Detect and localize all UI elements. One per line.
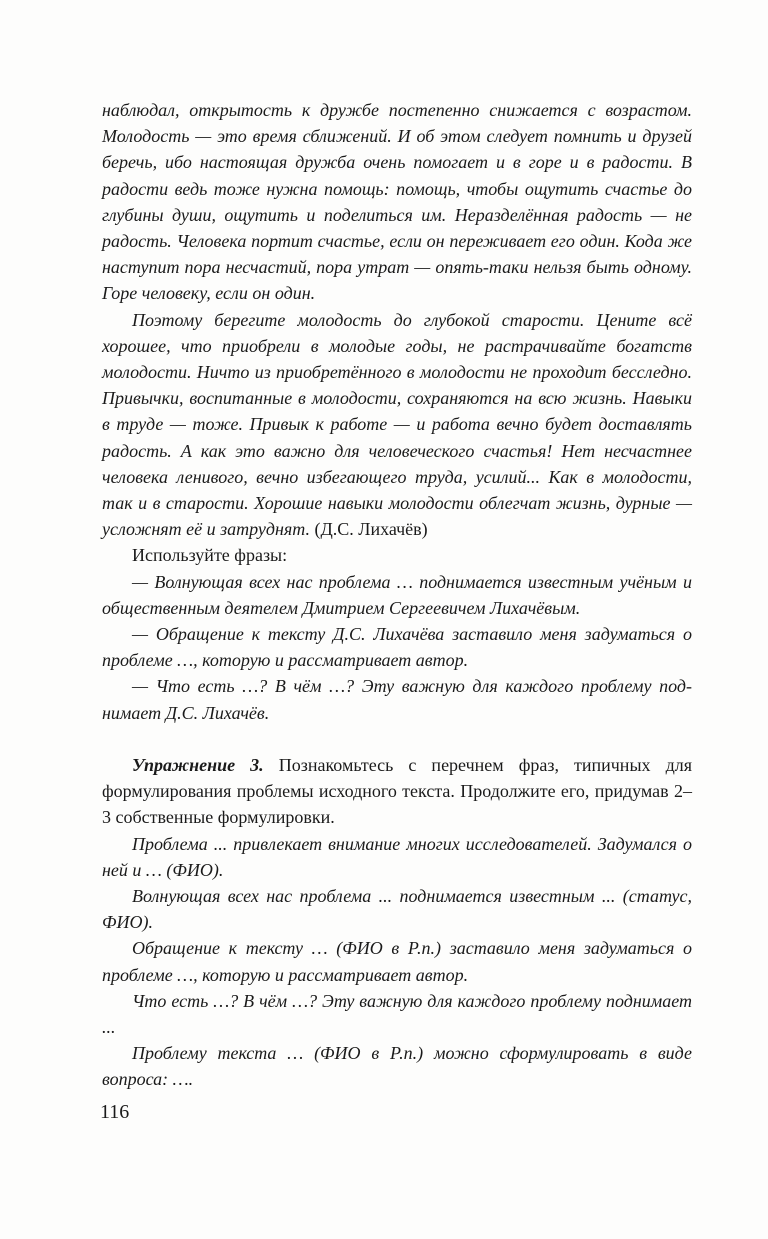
phrase-item-1: — Волнующая всех нас проблема … поднимается известным учёным и общественным деятелем Дмитрием Сергеевичем Лихачёвым. xyxy=(102,571,692,618)
exercise-item-4: Что есть …? В чём …? Эту важную для каждого проблему поднимает ... xyxy=(102,990,692,1038)
phrases-intro: Используйте фразы: xyxy=(132,545,288,566)
page-number: 116 xyxy=(100,1101,130,1123)
quote-attribution: (Д.С. Лихачёв) xyxy=(314,519,428,540)
exercise-item-5: Проблему текста … (ФИО в Р.п.) можно сформулировать в виде вопроса: …. xyxy=(102,1043,692,1090)
quote-paragraph-2 xyxy=(102,307,692,543)
exercise-item-1: Проблема ... привлекает внимание многих исследователей. Задумался о ней и … (ФИО). xyxy=(102,833,692,880)
exercise-item-3: Обращение к тексту … (ФИО в Р.п.) заставило меня задуматься о проблеме …, которую и рассматривает автор. xyxy=(102,938,692,985)
exercise-heading-paragraph xyxy=(102,752,692,831)
quote-paragraph-1: наблюдал, открытость к дружбе постепенно снижается с возрастом. Молодость — это время сближений. И об этом следует помнить и друзей беречь, ибо настоящая дружба очень помогает и в горе и в радости. В радости ведь тоже нужна помощь: помощь, чтобы ощутить счастье до глубины души, ощутить и поделиться им. Неразделённая радость — не радость. Человека портит счастье, если он переживает его один. Кода же наступит пора несчастий, пора утрат — опять-таки нельзя быть одному. Горе человеку, если он один. xyxy=(102,100,692,304)
exercise-instructions: Познакомьтесь с перечнем фраз, типичных для формулирования проблемы исходного текста. Продолжите его, придумав 2–3 собственные формулировки. xyxy=(102,755,692,828)
exercise-block xyxy=(102,752,692,1093)
quote-paragraph-2-text: Поэтому берегите молодость до глубокой старости. Цените всё хорошее, что приобрели в молодые годы, не растрачивайте богатств молодости. Ничто из приобретённого в молодости не проходит бесследно. Привычки, воспитанные в молодости, сохраняются на всю жизнь. Навыки в труде — тоже. Привык к работе — и работа вечно будет доставлять радость. А как это важно для человеческого счастья! Нет несчастнее человека ленивого, вечно избегающего труда, усилий... Как в молодости, так и в старости. Хорошие навыки молодости облегчат жизнь, дурные — усложнят её и затруднят. xyxy=(102,309,692,540)
exercise-item-2: Волнующая всех нас проблема ... поднимается известным ... (статус, ФИО). xyxy=(102,886,692,933)
quoted-text-block xyxy=(102,97,692,726)
phrase-item-2: — Обращение к тексту Д.С. Лихачёва заставило меня задуматься о проблеме …, которую и рассматривает автор. xyxy=(102,624,692,671)
phrase-item-3: — Что есть …? В чём …? Эту важную для каждого проблему поднимает Д.С. Лихачёв. xyxy=(102,676,692,723)
exercise-title: Упражнение 3. xyxy=(132,755,264,775)
